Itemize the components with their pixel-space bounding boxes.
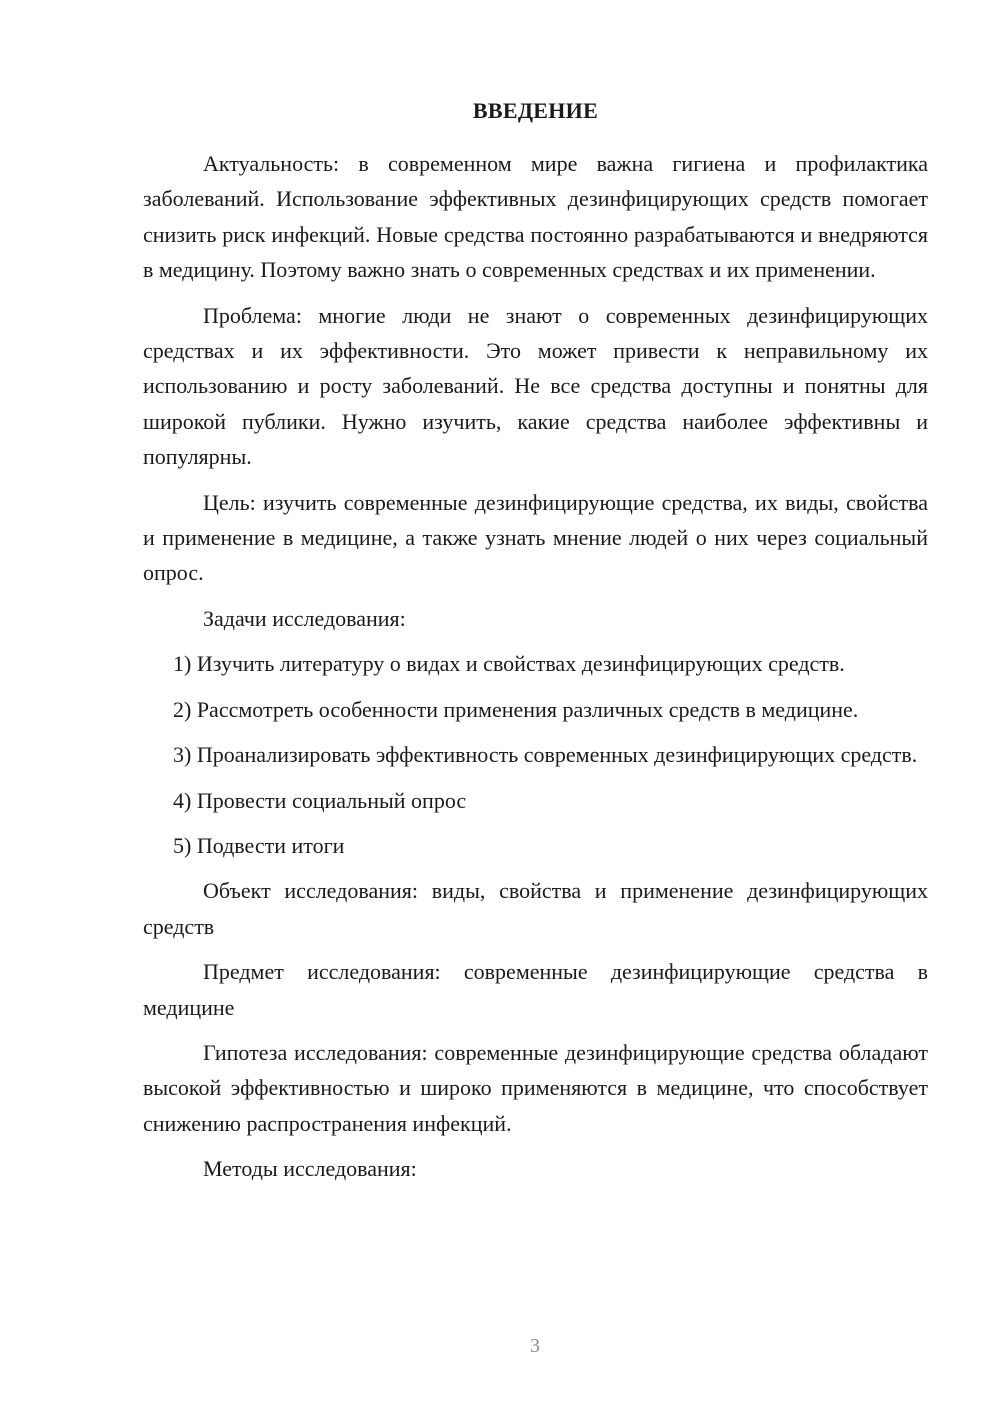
paragraph-hypothesis: Гипотеза исследования: современные дезинфицирующие средства обладают высокой эффективностью и широко применяются в медицине, что способствует снижению распространения инфекций. <box>143 1039 928 1136</box>
paragraph-relevance: Актуальность: в современном мире важна гигиена и профилактика заболеваний. Использование эффективных дезинфицирующих средств помогает снизить риск инфекций. Новые средства постоянно разрабатываются и внедряются в медицину. Поэтому важно знать о современных средствах и их применении. <box>143 151 928 283</box>
task-item-3: 3) Проанализировать эффективность современных дезинфицирующих средств. <box>173 742 918 768</box>
paragraph-tasks-heading: Задачи исследования: <box>203 605 406 631</box>
task-item-1: 1) Изучить литературу о видах и свойствах дезинфицирующих средств. <box>173 651 845 677</box>
paragraph-problem: Проблема: многие люди не знают о современных дезинфицирующих средствах и их эффективности. Это может привести к неправильному их использованию и росту заболеваний. Не все средства доступны и понятны для широкой публики. Нужно изучить, какие средства наиболее эффективны и популярны. <box>143 302 928 470</box>
task-item-2: 2) Рассмотреть особенности применения различных средств в медицине. <box>173 696 859 722</box>
paragraph-goal: Цель: изучить современные дезинфицирующие средства, их виды, свойства и применение в медицине, а также узнать мнение людей о них через социальный опрос. <box>143 489 928 586</box>
paragraph-subject: Предмет исследования: современные дезинфицирующие средства в медицине <box>143 959 928 1020</box>
task-item-4: 4) Провести социальный опрос <box>173 787 467 813</box>
page-title: ВВЕДЕНИЕ <box>472 98 599 123</box>
paragraph-object: Объект исследования: виды, свойства и применение дезинфицирующих средств <box>143 878 928 939</box>
paragraph-methods: Методы исследования: <box>203 1156 417 1182</box>
document-page <box>143 96 928 1197</box>
page-number: 3 <box>530 1335 540 1357</box>
task-item-5: 5) Подвести итоги <box>173 832 345 858</box>
